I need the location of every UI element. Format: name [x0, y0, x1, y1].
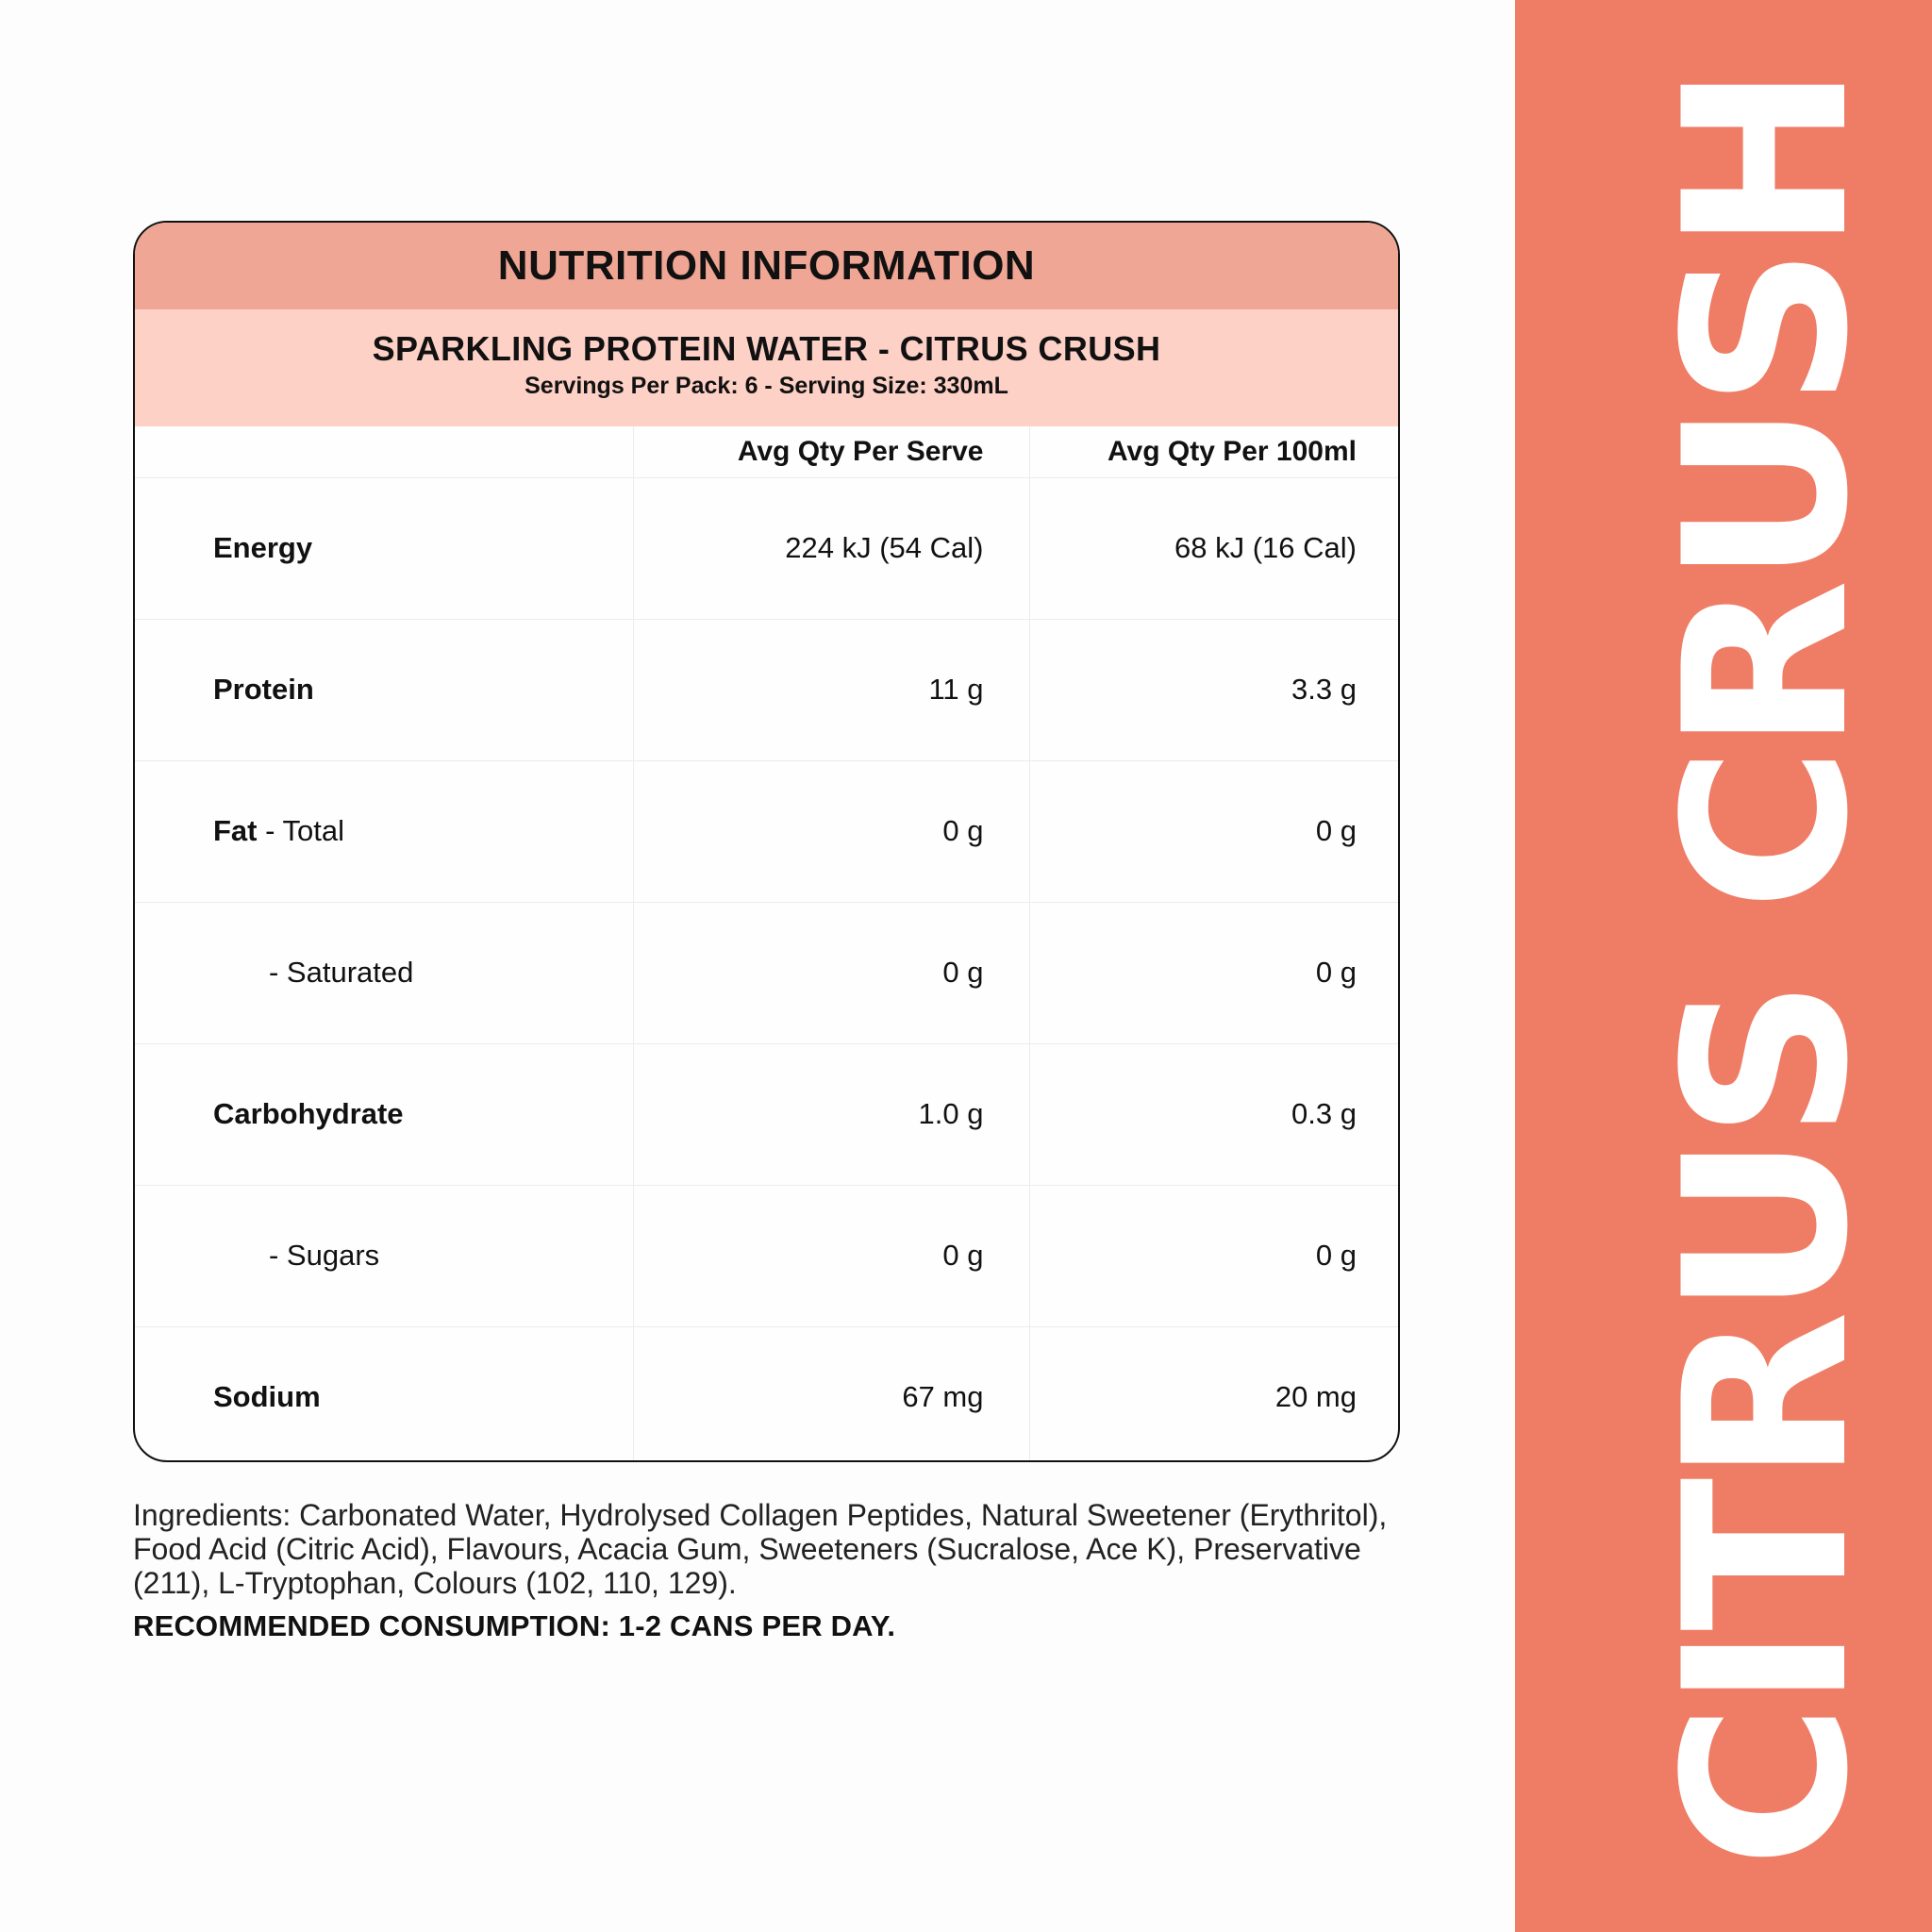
nutrient-label: Carbohydrate — [135, 1043, 633, 1185]
product-name: SPARKLING PROTEIN WATER - CITRUS CRUSH — [372, 329, 1161, 368]
per-serve-value: 1.0 g — [633, 1043, 1029, 1185]
per-serve-value: 11 g — [633, 619, 1029, 760]
nutrient-label: Sodium — [213, 1380, 321, 1414]
recommended-consumption: RECOMMENDED CONSUMPTION: 1-2 CANS PER DAY. — [133, 1609, 896, 1642]
nutrient-label: - Saturated — [135, 902, 633, 1043]
table-row-carbohydrate — [135, 1043, 1400, 1185]
per-100ml-value: 68 kJ (16 Cal) — [1029, 477, 1400, 619]
nutrient-label: Energy — [135, 477, 633, 619]
ingredients-text: Ingredients: Carbonated Water, Hydrolysed Collagen Peptides, Natural Sweetener (Erythritol), Food Acid (Citric Acid), Flavours, Acacia Gum, Sweeteners (Sucralose, Ace K), Preservative (211), L-Tryptophan, Colours (102, 110, 129). — [133, 1498, 1388, 1600]
column-header-per-serve: Avg Qty Per Serve — [633, 426, 1029, 477]
table-row-sugars — [135, 1185, 1400, 1326]
per-serve-value: 67 mg — [633, 1326, 1029, 1462]
table-row-fat-total — [135, 760, 1400, 902]
table-row-saturated — [135, 902, 1400, 1043]
column-header-per-100ml: Avg Qty Per 100ml — [1029, 426, 1400, 477]
product-info — [135, 309, 1398, 426]
per-serve-value: 0 g — [633, 902, 1029, 1043]
nutrient-label: Protein — [135, 619, 633, 760]
per-100ml-value: 0 g — [1029, 902, 1400, 1043]
per-100ml-value: 0 g — [1029, 1185, 1400, 1326]
table-row-protein — [135, 619, 1400, 760]
column-header-nutrient — [135, 426, 633, 477]
nutrition-table — [135, 426, 1400, 1462]
nutrient-label: Fat - Total — [135, 760, 633, 902]
flavour-title: CITRUS CRUSH — [1637, 69, 1898, 1869]
nutrition-panel — [133, 221, 1400, 1462]
per-100ml-value: 3.3 g — [1029, 619, 1400, 760]
table-header-row — [135, 426, 1400, 477]
table-row-sodium — [135, 1326, 1400, 1462]
panel-title: NUTRITION INFORMATION — [135, 223, 1398, 309]
serving-info: Servings Per Pack: 6 - Serving Size: 330mL — [525, 373, 1008, 399]
per-serve-value: 224 kJ (54 Cal) — [633, 477, 1029, 619]
table-row-energy — [135, 477, 1400, 619]
nutrient-label: - Sugars — [135, 1185, 633, 1326]
per-serve-value: 0 g — [633, 1185, 1029, 1326]
per-100ml-value: 0.3 g — [1029, 1043, 1400, 1185]
per-100ml-value: 0 g — [1029, 760, 1400, 902]
per-100ml-value: 20 mg — [1029, 1326, 1400, 1462]
per-serve-value: 0 g — [633, 760, 1029, 902]
